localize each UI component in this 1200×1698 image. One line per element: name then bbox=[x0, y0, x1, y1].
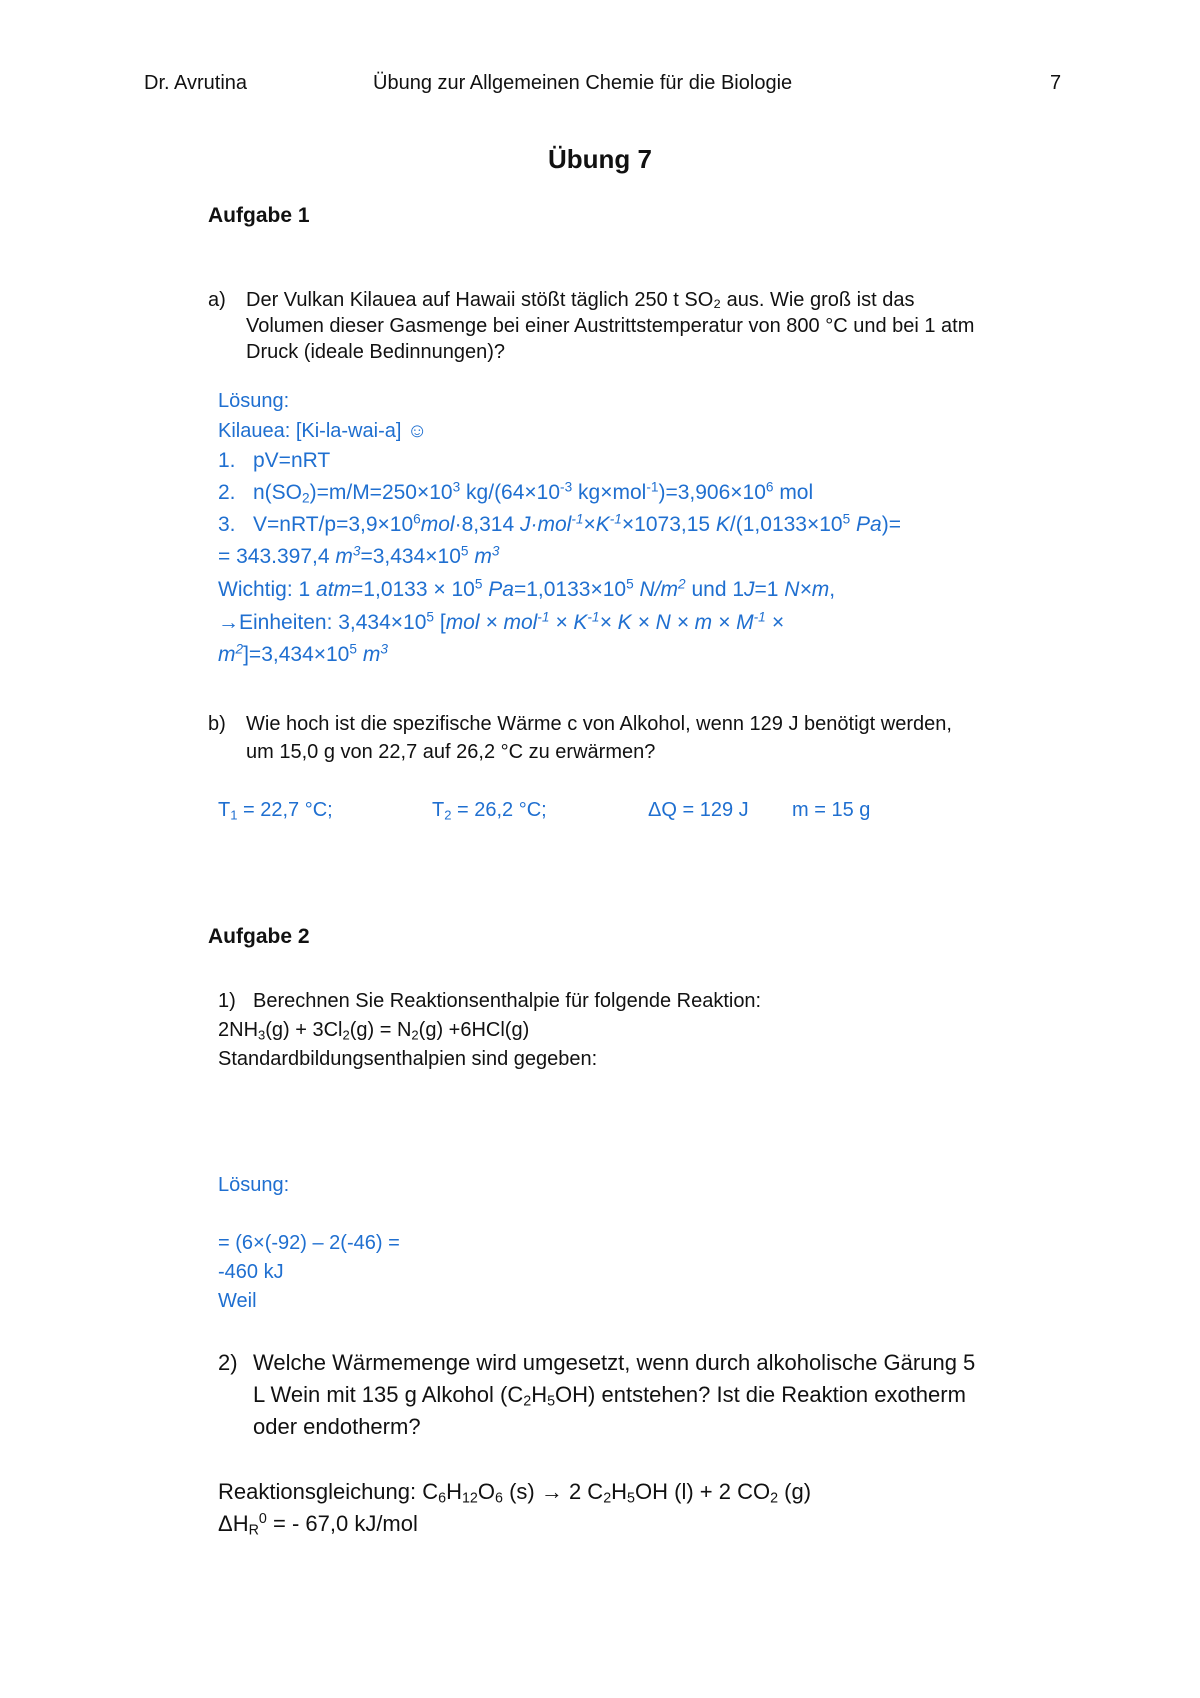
units-line-2: $m^2]=3,434\times 10^5$ $m^3$ bbox=[218, 641, 388, 666]
solution-2-line-2: -460 kJ bbox=[218, 1261, 284, 1283]
header-page-number: 7 bbox=[1050, 72, 1062, 94]
solution-a-label: Lösung: bbox=[218, 390, 290, 412]
aufgabe-1-heading: Aufgabe 1 bbox=[208, 204, 310, 227]
value-t1: $T_1 = 22,7$ °C; bbox=[218, 799, 333, 823]
question-1-text: Berechnen Sie Reaktionsenthalpie für folgende Reaktion: bbox=[253, 990, 762, 1012]
step-3-formula: $V=nRT/p=3,9\times 10^6mol\cdot 8,314$ $J\cdot mol^{-1}\times K^{-1}\times 1073,15$ $K/(1,0133\times 10^5$ Pa)= bbox=[253, 511, 901, 536]
solution-2-line-3: Weil bbox=[218, 1290, 257, 1312]
question-2-line-1: Welche Wärmemenge wird umgesetzt, wenn durch alkoholische Gärung 5 bbox=[253, 1350, 976, 1375]
question-a-line-1: Der Vulkan Kilauea auf Hawaii stößt täglich 250 t SO₂ aus. Wie groß ist das bbox=[246, 289, 915, 311]
value-dq: ΔQ = 129 J bbox=[648, 799, 749, 821]
solution-a-pronunciation: Kilauea: [Ki-la-wai-a] ☺ bbox=[218, 420, 428, 442]
question-b-line-2: um 15,0 g von 22,7 auf 26,2 °C zu erwärmen? bbox=[246, 741, 656, 763]
step-1-number: 1. bbox=[218, 449, 236, 472]
step-3-result: = 343.397,4 $m^3=3,434\times 10^5$ $m^3$ bbox=[218, 543, 500, 568]
reaction-enthalpy: $\Delta H_R^0$ = - 67,0 kJ/mol bbox=[218, 1511, 418, 1539]
step-1-formula: pV=nRT bbox=[253, 449, 331, 472]
aufgabe-2-heading: Aufgabe 2 bbox=[208, 925, 310, 948]
step-2-formula: $n(SO_2)=m/M=250\times 10^3$ $kg/(64\times 10^{-3}$ $kg\times mol^{-1})=3,906\times 10^6$ mol bbox=[253, 479, 814, 506]
question-a-marker: a) bbox=[208, 289, 226, 311]
value-t2: $T_2 = 26,2$ °C; bbox=[432, 799, 547, 823]
value-m: m = 15 g bbox=[792, 799, 871, 821]
question-a-line-3: Druck (ideale Bedinnungen)? bbox=[246, 341, 506, 363]
reaction-equation: $2NH_3(g) + 3Cl_2(g) = N_2(g) +6HCl(g)$ bbox=[218, 1019, 530, 1043]
solution-2-label: Lösung: bbox=[218, 1174, 290, 1196]
solution-2-line-1: = (6×(-92) – 2(-46) = bbox=[218, 1232, 400, 1254]
question-2-line-3: oder endotherm? bbox=[253, 1414, 421, 1439]
question-2-line-2: L Wein mit 135 g Alkohol $(C_2H_5OH)$ entstehen? Ist die Reaktion exotherm bbox=[253, 1382, 966, 1410]
reaction-equation-2: Reaktionsgleichung: $C_6H_{12}O_6$ (s) → 2 $C_2H_5OH$ (l) + 2 $CO_2$ (g) bbox=[218, 1479, 812, 1507]
question-2-marker: 2) bbox=[218, 1350, 238, 1375]
header-author: Dr. Avrutina bbox=[144, 72, 248, 94]
step-3-number: 3. bbox=[218, 513, 236, 536]
question-1-marker: 1) bbox=[218, 990, 236, 1012]
question-b-marker: b) bbox=[208, 713, 226, 735]
question-a-line-2: Volumen dieser Gasmenge bei einer Austrittstemperatur von 800 °C und bei 1 atm bbox=[246, 315, 975, 337]
units-line-1: →Einheiten: $3,434\times 10^5$ [$mol \times mol^{-1} \times K^{-1}\times K \times N \times m \times M^{-1}$ × bbox=[218, 609, 784, 634]
step-2-number: 2. bbox=[218, 481, 236, 504]
question-b-line-1: Wie hoch ist die spezifische Wärme c von Alkohol, wenn 129 J benötigt werden, bbox=[246, 713, 952, 735]
page-title: Übung 7 bbox=[548, 144, 652, 174]
question-1-given: Standardbildungsenthalpien sind gegeben: bbox=[218, 1048, 598, 1070]
important-note: Wichtig: 1 $atm=1,0133 \times 10^5$ $Pa=1,0133\times 10^5$ $N/m^2$ und 1J=1 N×m, bbox=[218, 576, 836, 601]
header-course: Übung zur Allgemeinen Chemie für die Biologie bbox=[373, 72, 793, 94]
